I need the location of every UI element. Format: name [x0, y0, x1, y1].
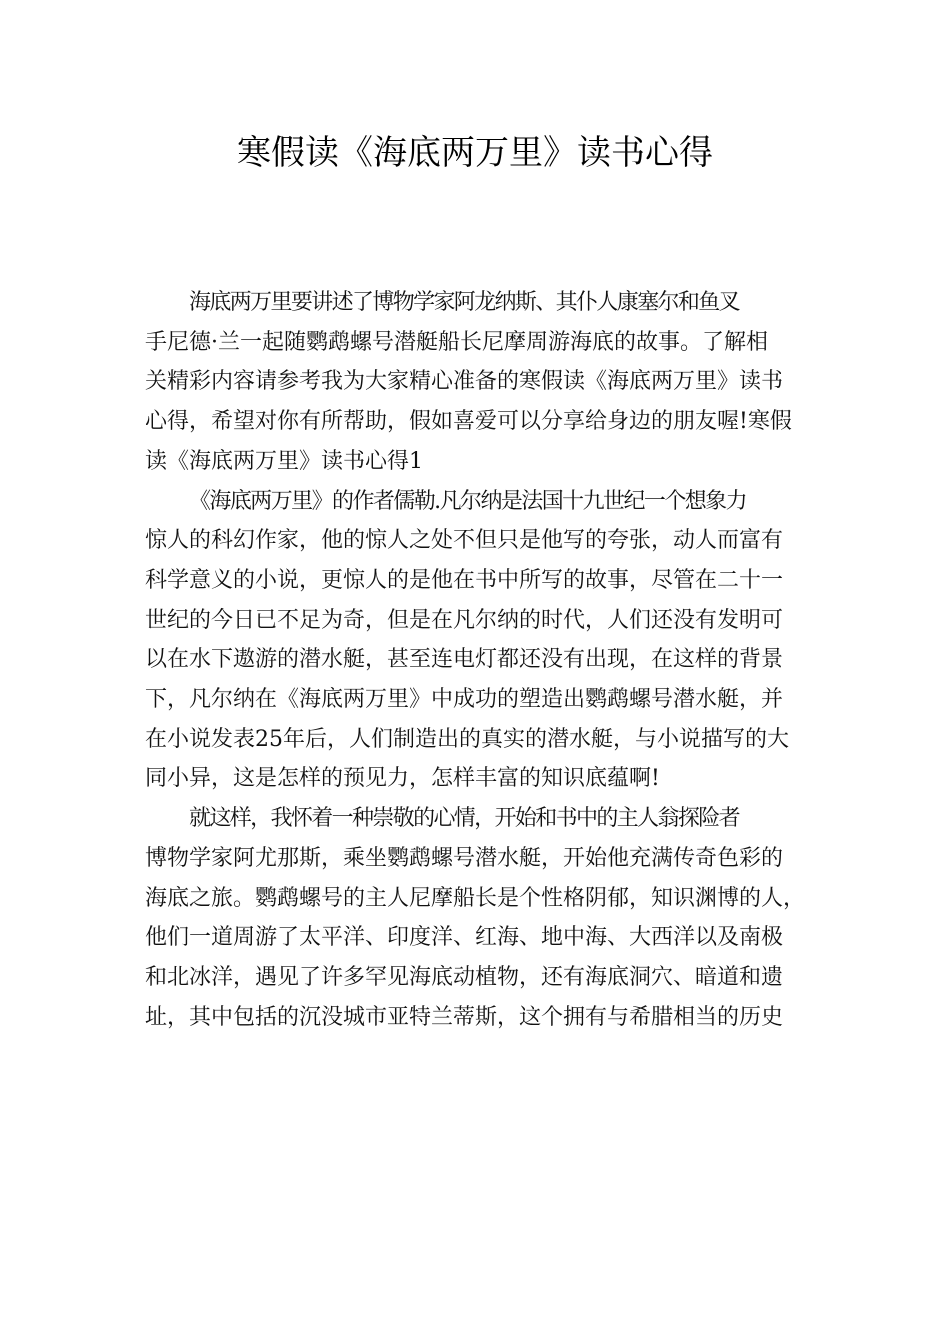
text-line: 海底之旅。鹦鹉螺号的主人尼摩船长是个性格阴郁，知识渊博的人， — [145, 885, 806, 911]
text-line: 科学意义的小说，更惊人的是他在书中所写的故事，尽管在二十一 — [145, 567, 784, 593]
paragraph-1 — [145, 283, 817, 482]
text-line: 址，其中包括的沉没城市亚特兰蒂斯，这个拥有与希腊相当的历史 — [145, 1004, 784, 1030]
document-title: 寒假读《海底两万里》读书心得 — [237, 133, 713, 173]
text-line: 以在水下遨游的潜水艇，甚至连电灯都还没有出现，在这样的背景 — [145, 647, 784, 673]
text-line: 读《海底两万里》读书心得1 — [145, 448, 423, 474]
text-line: 博物学家阿尤那斯，乘坐鹦鹉螺号潜水艇，开始他充满传奇色彩的 — [145, 845, 784, 871]
text-line: 海底两万里要讲述了博物学家阿龙纳斯、其仆人康塞尔和鱼叉 — [189, 290, 739, 315]
paragraph-3 — [145, 799, 817, 1037]
paragraph-2 — [145, 482, 817, 800]
text-line: 心得，希望对你有所帮助，假如喜爱可以分享给身边的朋友喔!寒假 — [145, 409, 792, 435]
text-line: 在小说发表25年后，人们制造出的真实的潜水艇，与小说描写的大 — [145, 726, 789, 752]
text-line: 手尼德·兰一起随鹦鹉螺号潜艇船长尼摩周游海底的故事。了解相 — [145, 329, 768, 355]
text-line: 下，凡尔纳在《海底两万里》中成功的塑造出鹦鹉螺号潜水艇，并 — [145, 687, 784, 713]
text-line: 和北冰洋，遇见了许多罕见海底动植物，还有海底洞穴、暗道和遗 — [145, 964, 784, 990]
text-line: 世纪的今日已不足为奇，但是在凡尔纳的时代，人们还没有发明可 — [145, 607, 784, 633]
text-line: 《海底两万里》的作者儒勒.凡尔纳是法国十九世纪一个想象力 — [189, 488, 747, 514]
text-line: 惊人的科幻作家，他的惊人之处不但只是他写的夸张，动人而富有 — [145, 528, 784, 554]
text-line: 关精彩内容请参考我为大家精心准备的寒假读《海底两万里》读书 — [145, 369, 784, 395]
text-line: 他们一道周游了太平洋、印度洋、红海、地中海、大西洋以及南极 — [145, 925, 784, 951]
document-body — [145, 283, 817, 1037]
text-line: 就这样，我怀着一种崇敬的心情，开始和书中的主人翁探险者 — [189, 806, 739, 832]
text-line: 同小异，这是怎样的预见力，怎样丰富的知识底蕴啊! — [145, 766, 660, 792]
